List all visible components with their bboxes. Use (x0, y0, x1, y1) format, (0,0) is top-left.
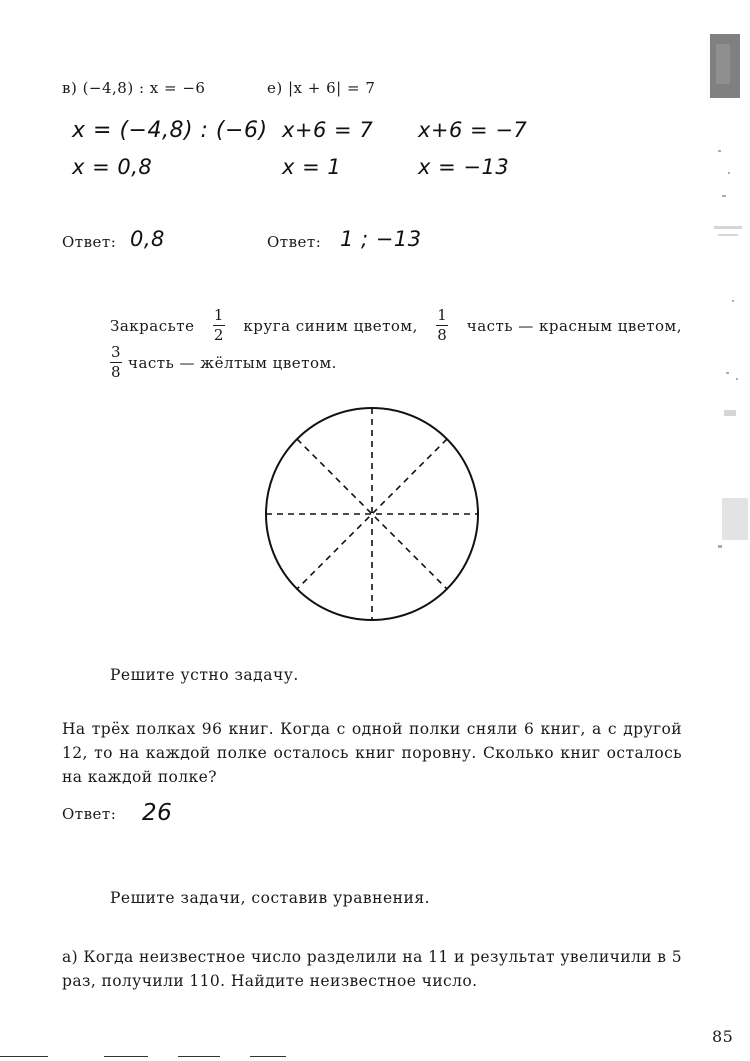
exercise-e-answer-value: 1 ; −13 (340, 227, 422, 251)
scan-line-1 (0, 1056, 48, 1057)
equation-task-heading: Решите задачи, составив уравнения. (110, 889, 431, 907)
scan-line-4 (250, 1056, 286, 1057)
scan-line-2 (104, 1056, 148, 1057)
equation-task-text: а) Когда неизвестное число разделили на 11 и результат увеличили в 5 раз, получили 110. Найдите неизвестное число. (62, 948, 682, 990)
fraction-one-half: $\frac{1}{2}$ (213, 306, 224, 344)
exercise-v-work-line-2: x = 0,8 (72, 155, 153, 179)
exercise-v-answer-label: Ответ: (62, 233, 117, 251)
exercise-v-equation: в) (−4,8) : x = −6 (62, 79, 206, 97)
divided-circle (260, 402, 484, 626)
page-number: 85 (712, 1027, 734, 1046)
circle-task-instruction (110, 308, 682, 380)
scan-line-3 (178, 1056, 220, 1057)
oral-task-text: На трёх полках 96 книг. Когда с одной полки сняли 6 книг, а с другой 12, то на каждой полке осталось книг поровну. Сколько книг осталось на каждой полке? (62, 720, 682, 786)
exercise-e-work-left-2: x = 1 (282, 155, 342, 179)
circle-task-text-3: часть — красным цветом, (466, 316, 682, 335)
oral-task-answer-value: 26 (142, 800, 173, 826)
exercise-e-work-right-2: x = −13 (418, 155, 510, 179)
circle-task-text-4: часть — жёлтым цветом. (128, 353, 337, 372)
exercise-e-work-left-1: x+6 = 7 (282, 118, 374, 142)
fraction-one-eighth: $\frac{1}{8}$ (437, 306, 448, 344)
exercise-e-work-right-1: x+6 = −7 (418, 118, 528, 142)
oral-task-heading: Решите устно задачу. (110, 666, 299, 684)
circle-task-text-1: Закрасьте (110, 316, 195, 335)
circle-task-text-2: круга синим цветом, (243, 316, 418, 335)
oral-task-answer-label: Ответ: (62, 805, 117, 823)
exercise-e-equation: е) |x + 6| = 7 (267, 79, 376, 97)
exercise-v-work-line-1: x = (−4,8) : (−6) (72, 118, 268, 143)
exercise-e-answer-label: Ответ: (267, 233, 322, 251)
fraction-three-eighths: $\frac{3}{8}$ (111, 343, 122, 381)
scan-edge-artifact (688, 0, 750, 560)
exercise-v-answer-value: 0,8 (130, 227, 165, 251)
